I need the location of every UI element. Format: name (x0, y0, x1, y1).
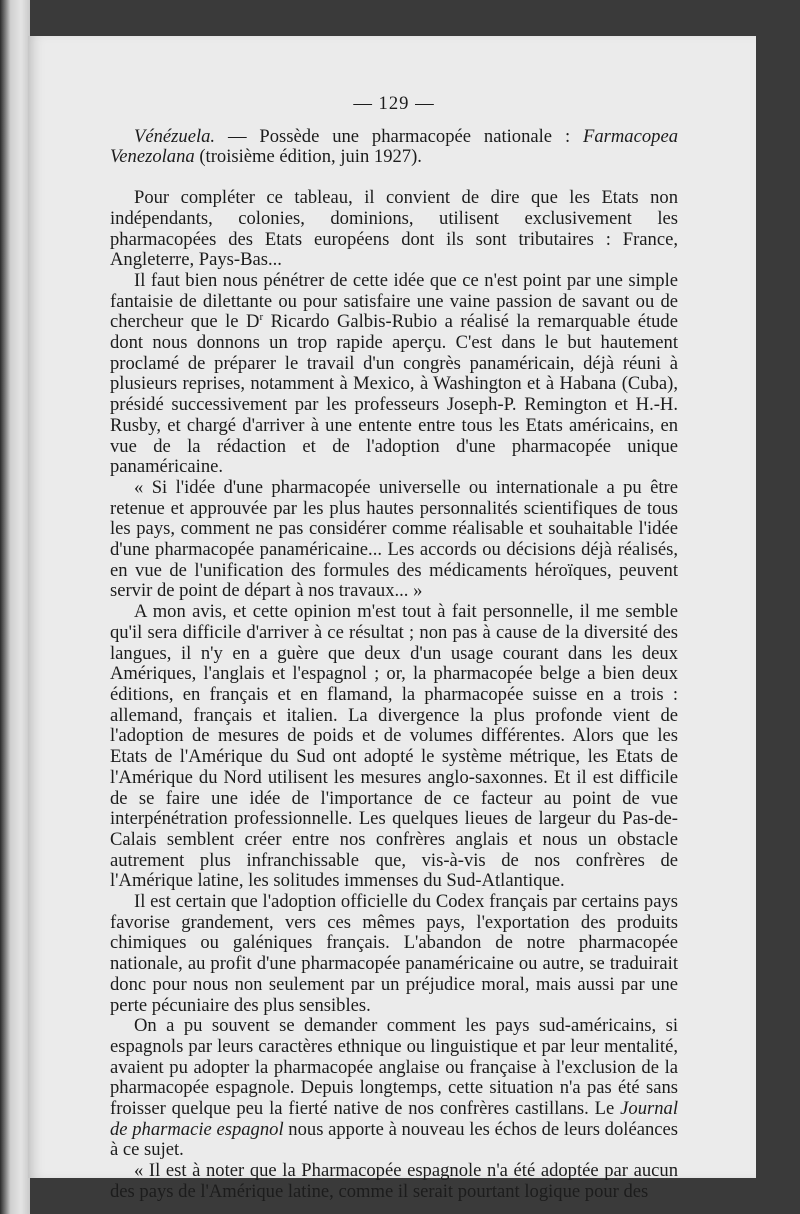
paragraph-text: (troisième édition, juin 1927). (194, 146, 422, 168)
paragraph-text: nous apporte à nouveau les échos de leurs doléances à ce sujet. (110, 1118, 678, 1161)
paragraph-text: Il faut bien nous pénétrer de cette idée que ce n'est point par une simple fantaisie de dilettante ou pour satisfaire une vaine passion de savant ou de chercheur que le D (110, 269, 678, 333)
paragraph-8-quote: « Il est à noter que la Pharmacopée espagnole n'a été adoptée par aucun des pays de l'Amérique latine, comme il serait pourtant logique pour des (110, 1160, 678, 1202)
page-text (110, 94, 678, 1203)
paragraph-venezuela (110, 127, 678, 168)
paragraph-text: Ricardo Galbis-Rubio a réalisé la remarquable étude dont nous donnons un trop rapide aperçu. C'est dans le but hautement proclamé de préparer le travail d'un congrès panaméricain, déjà réuni à plusieurs reprises, notamment à Mexico, à Washington et à Habana (Cuba), présidé successivement par les professeurs Joseph-P. Remington et H.-H. Rusby, et chargé d'arriver à une entente entre tous les Etats américains, en vue de la rédaction et de l'adoption d'une pharmacopée unique panaméricaine. (110, 311, 678, 478)
paragraph-6: Il est certain que l'adoption officielle du Codex français par certains pays favorise grandement, vers ces mêmes pays, l'exportation des produits chimiques ou galéniques français. L'abandon de notre pharmacopée nationale, au profit d'une pharmacopée panaméricaine ou autre, se traduirait donc pour nous non seulement par un préjudice moral, mais aussi par une perte pécuniaire des plus sensibles. (110, 891, 678, 1016)
country-name: Vénézuela. (134, 125, 216, 147)
journal-title: Journal de pharmacie espagnol (110, 1098, 678, 1140)
book-spine (0, 0, 30, 1214)
paragraph-5: A mon avis, et cette opinion m'est tout à fait personnelle, il me semble qu'il sera difficile d'arriver à ce résultat ; non pas à cause de la diversité des langues, il n'y en a guère que deux d'un usage courant dans les deux Amériques, l'anglais et l'espagnol ; or, la pharmacopée belge a bien deux éditions, en français et en flamand, la pharmacopée suisse en a trois : allemand, français et italien. La divergence la plus profonde vient de l'adoption de mesures de poids et de volumes différentes. Alors que les Etats de l'Amérique du Sud ont adopté le système métrique, les Etats de l'Amérique du Nord utilisent les mesures anglo-saxonnes. Et il est difficile de se faire une idée de l'importance de ce facteur au point de vue interpénétration professionnelle. Les quelques lieues de largeur du Pas-de-Calais semblent créer entre nos confrères anglais et nous un obstacle autrement plus infranchissable que, vis-à-vis de nos confrères de l'Amérique latine, les solitudes immenses du Sud-Atlantique. (110, 601, 678, 892)
pharmacopoeia-title: Farmacopea Venezolana (110, 125, 678, 168)
paragraph-4-quote: « Si l'idée d'une pharmacopée universelle ou internationale a pu être retenue et approuvée par les plus hautes personnalités scientifiques de tous les pays, comment ne pas considérer comme réalisable et souhaitable l'idée d'une pharmacopée panaméricaine... Les accords ou décisions déjà réalisés, en vue de l'unification des formules des médicaments héroïques, peuvent servir de point de départ à nos travaux... » (110, 476, 678, 602)
paragraph-2: Pour compléter ce tableau, il convient de dire que les Etats non indépendants, colonies, dominions, utilisent exclusivement les pharmacopées des Etats européens dont ils sont tributaires : France, Angleterre, Pays-Bas... (110, 187, 678, 271)
paragraph-text: On a pu souvent se demander comment les pays sud-américains, si espagnols par leurs caractères ethnique ou linguistique et par leur mentalité, avaient pu adopter la pharmacopée anglaise ou française à l'exclusion de la pharmacopée espagnole. Depuis longtemps, cette situation n'a pas été sans froisser quelque peu la fierté native de nos confrères castillans. Le (110, 1015, 678, 1120)
paragraph-text: — Possède une pharmacopée nationale : (215, 125, 583, 147)
paragraph-7 (110, 1016, 678, 1161)
paragraph-3 (110, 271, 678, 478)
superscript: r (259, 311, 264, 324)
book-page (28, 36, 756, 1202)
page-number: — 129 — (353, 93, 435, 114)
